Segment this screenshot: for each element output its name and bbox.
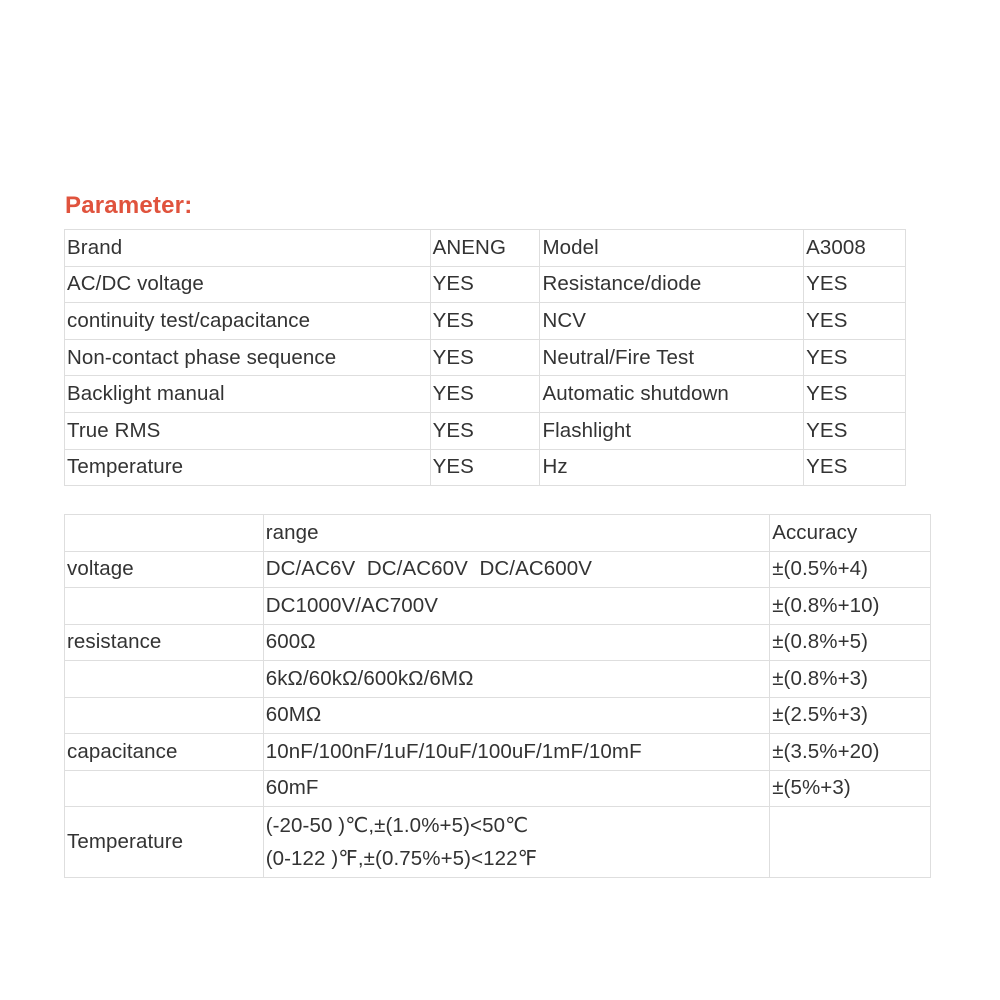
param-value: YES [804, 376, 906, 413]
category-cell: capacitance [65, 734, 264, 771]
table-row [65, 551, 931, 588]
accuracy-cell: ±(3.5%+20) [770, 734, 931, 771]
param-label: Automatic shutdown [540, 376, 804, 413]
param-value: YES [430, 339, 540, 376]
param-value: YES [430, 412, 540, 449]
param-label: Flashlight [540, 412, 804, 449]
accuracy-cell: ±(0.8%+3) [770, 661, 931, 698]
accuracy-cell: ±(5%+3) [770, 770, 931, 807]
param-label: Model [540, 230, 804, 267]
param-value: YES [804, 339, 906, 376]
table-row-temperature [65, 807, 931, 878]
table-row [65, 770, 931, 807]
accuracy-cell [770, 807, 931, 878]
parameter-heading: Parameter: [65, 192, 193, 219]
table-row [65, 376, 906, 413]
category-header [65, 515, 264, 552]
table-row [65, 661, 931, 698]
param-value: YES [430, 303, 540, 340]
range-header: range [263, 515, 770, 552]
param-label: continuity test/capacitance [65, 303, 431, 340]
accuracy-header: Accuracy [770, 515, 931, 552]
range-accuracy-table [64, 514, 931, 878]
param-label: NCV [540, 303, 804, 340]
range-cell: 6kΩ/60kΩ/600kΩ/6MΩ [263, 661, 770, 698]
param-value: YES [804, 449, 906, 486]
param-label: Resistance/diode [540, 266, 804, 303]
accuracy-cell: ±(0.5%+4) [770, 551, 931, 588]
range-cell: DC1000V/AC700V [263, 588, 770, 625]
param-value: YES [430, 376, 540, 413]
param-value: YES [430, 449, 540, 486]
param-label: Temperature [65, 449, 431, 486]
range-cell: 60mF [263, 770, 770, 807]
table-row [65, 734, 931, 771]
category-cell [65, 770, 264, 807]
table-row [65, 230, 906, 267]
range-cell: 600Ω [263, 624, 770, 661]
param-label: AC/DC voltage [65, 266, 431, 303]
param-value: ANENG [430, 230, 540, 267]
table-row [65, 266, 906, 303]
table-row [65, 339, 906, 376]
category-cell [65, 697, 264, 734]
range-cell: 10nF/100nF/1uF/10uF/100uF/1mF/10mF [263, 734, 770, 771]
table-row [65, 588, 931, 625]
table-header-row [65, 515, 931, 552]
category-cell [65, 588, 264, 625]
accuracy-cell: ±(0.8%+10) [770, 588, 931, 625]
category-cell [65, 661, 264, 698]
range-cell [263, 807, 770, 878]
table-row [65, 449, 906, 486]
param-value: YES [804, 412, 906, 449]
accuracy-cell: ±(0.8%+5) [770, 624, 931, 661]
param-label: True RMS [65, 412, 431, 449]
param-label: Backlight manual [65, 376, 431, 413]
table-row [65, 303, 906, 340]
table-row [65, 697, 931, 734]
param-label: Neutral/Fire Test [540, 339, 804, 376]
param-label: Brand [65, 230, 431, 267]
range-cell: 60MΩ [263, 697, 770, 734]
table-row [65, 624, 931, 661]
range-line-fahrenheit: (0-122 )℉,±(0.75%+5)<122℉ [265, 847, 538, 870]
accuracy-cell: ±(2.5%+3) [770, 697, 931, 734]
table-row [65, 412, 906, 449]
param-value: A3008 [804, 230, 906, 267]
param-label: Hz [540, 449, 804, 486]
parameter-table [64, 229, 906, 486]
param-value: YES [804, 266, 906, 303]
param-value: YES [804, 303, 906, 340]
range-line-celsius: (-20-50 )℃,±(1.0%+5)<50℃ [265, 814, 529, 837]
category-cell: Temperature [65, 807, 264, 878]
range-cell: DC/AC6V DC/AC60V DC/AC600V [263, 551, 770, 588]
category-cell: voltage [65, 551, 264, 588]
param-value: YES [430, 266, 540, 303]
category-cell: resistance [65, 624, 264, 661]
param-label: Non-contact phase sequence [65, 339, 431, 376]
